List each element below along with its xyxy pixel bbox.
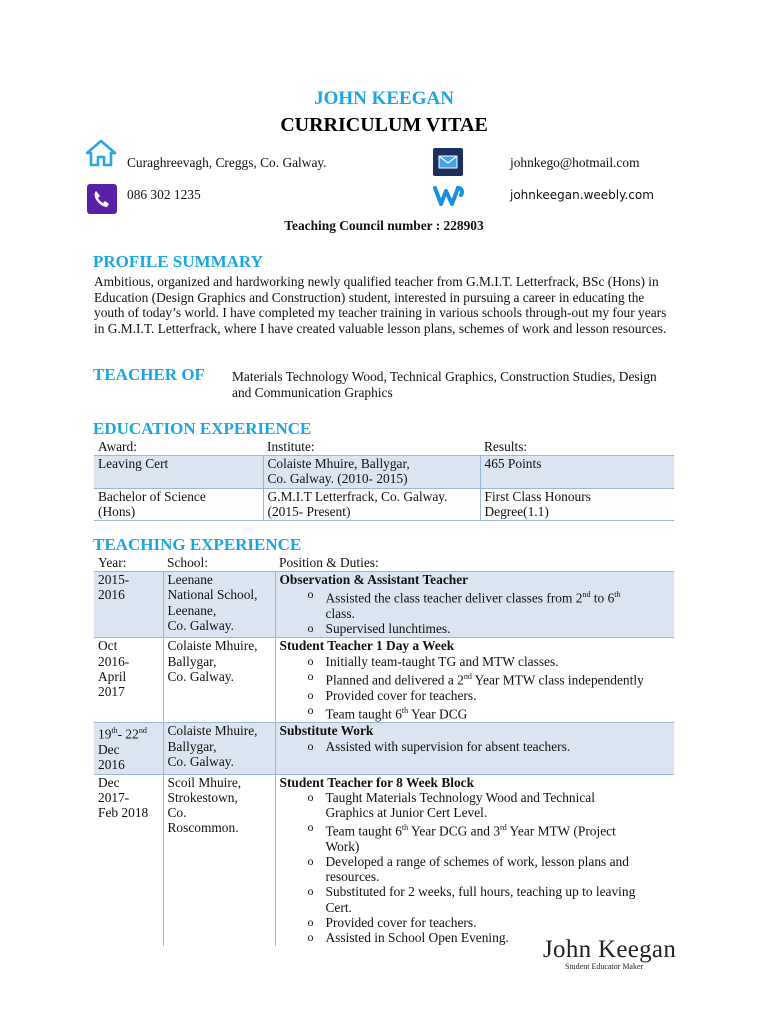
column-header-award: Award: <box>94 439 263 456</box>
year-cell: Dec 2017- Feb 2018 <box>98 774 149 820</box>
award-cell: Bachelor of Science (Hons) <box>94 488 263 520</box>
teaching-table <box>94 555 674 946</box>
school-cell: Colaiste Mhuire, Ballygar, Co. Galway. <box>163 638 275 723</box>
column-header-results: Results: <box>480 439 674 456</box>
teacher-of-heading: TEACHER OF <box>93 365 205 384</box>
position-cell <box>275 638 674 723</box>
column-header-school: School: <box>163 555 275 572</box>
year-cell: 2015- 2016 <box>94 572 163 638</box>
address-text: Curaghreevagh, Creggs, Co. Galway. <box>127 155 327 170</box>
profile-summary-text: Ambitious, organized and hardworking newly qualified teacher from G.M.I.T. Letterfrack, BSc (Hons) in Education (Design Graphics and Construction) student, interested in pursuing a career in educating the youth of today’s world. I have completed my teacher training in various schools through-out my four years in G.M.I.T. Letterfrack, where I have created valuable lesson plans, schemes of work and lesson resources. <box>94 274 667 337</box>
institute-cell: G.M.I.T Letterfrack, Co. Galway. (2015- Present) <box>263 488 480 520</box>
award-cell: Leaving Cert <box>94 456 263 488</box>
results-cell: 465 Points <box>480 456 674 488</box>
duties-list <box>280 654 673 722</box>
duty-item: o Team taught 6th Year DCG <box>280 703 673 722</box>
signature-tagline: Student Educator Maker <box>565 962 644 971</box>
duty-item: o Assisted in School Open Evening. <box>280 930 673 945</box>
home-icon <box>84 138 118 172</box>
school-cell: Leenane National School, Leenane, Co. Galway. <box>163 572 275 638</box>
duty-item: o Team taught 6th Year DCG and 3rd Year MTW (Project Work) <box>280 820 673 854</box>
column-header-position: Position & Duties: <box>275 555 674 572</box>
duty-item: o Initially team-taught TG and MTW classes. <box>280 654 673 669</box>
table-row <box>94 572 674 638</box>
duties-list <box>280 790 673 946</box>
school-cell: Scoil Mhuire, Strokestown, Co. Roscommon. <box>163 774 275 946</box>
duty-item: o Provided cover for teachers. <box>280 688 673 703</box>
column-header-year: Year: <box>94 555 163 572</box>
table-row <box>94 456 674 488</box>
duties-list <box>280 739 673 754</box>
duty-item: o Provided cover for teachers. <box>280 915 673 930</box>
phone-icon <box>87 184 117 218</box>
phone-number-text: 086 302 1235 <box>127 187 201 202</box>
duty-item: o Planned and delivered a 2nd Year MTW class independently <box>280 669 673 688</box>
position-title: Student Teacher 1 Day a Week <box>279 638 455 654</box>
results-cell: First Class Honours Degree(1.1) <box>480 488 674 520</box>
table-row <box>94 774 674 946</box>
education-table <box>94 439 674 521</box>
column-header-institute: Institute: <box>263 439 480 456</box>
duty-item: o Supervised lunchtimes. <box>280 621 673 636</box>
teaching-council-number: Teaching Council number : 228903 <box>284 218 484 233</box>
duty-item: o Developed a range of schemes of work, lesson plans and resources. <box>280 854 673 884</box>
position-cell <box>275 572 674 638</box>
website-link[interactable]: johnkeegan.weebly.com <box>510 188 654 202</box>
teaching-experience-heading: TEACHING EXPERIENCE <box>93 535 302 554</box>
signature-logo <box>543 936 676 971</box>
weebly-icon <box>432 183 466 213</box>
table-row <box>94 723 674 774</box>
position-title: Observation & Assistant Teacher <box>279 572 469 588</box>
position-cell <box>275 774 674 946</box>
institute-cell: Colaiste Mhuire, Ballygar, Co. Galway. (2010- 2015) <box>263 456 480 488</box>
position-title: Student Teacher for 8 Week Block <box>279 774 475 790</box>
duty-item: o Assisted with supervision for absent teachers. <box>280 739 673 754</box>
position-title: Substitute Work <box>279 723 374 739</box>
school-cell: Colaiste Mhuire, Ballygar, Co. Galway. <box>163 723 275 774</box>
duties-list <box>280 587 673 636</box>
signature-name: John Keegan <box>543 936 677 963</box>
table-row <box>94 638 674 723</box>
duty-item: o Assisted the class teacher deliver classes from 2nd to 6th class. <box>280 587 673 621</box>
table-header-row <box>94 555 674 572</box>
teacher-of-subjects: Materials Technology Wood, Technical Graphics, Construction Studies, Design and Communication Graphics <box>232 369 657 400</box>
duty-item: o Substituted for 2 weeks, full hours, teaching up to leaving Cert. <box>280 884 673 914</box>
profile-summary-heading: PROFILE SUMMARY <box>93 252 263 271</box>
email-link[interactable]: johnkego@hotmail.com <box>510 155 640 170</box>
mail-icon <box>433 148 463 180</box>
position-cell <box>275 723 674 774</box>
year-cell: Oct 2016- April 2017 <box>94 638 163 723</box>
year-cell: 19th- 22nd Dec 2016 <box>94 723 163 774</box>
cv-name-heading: JOHN KEEGAN <box>314 88 454 109</box>
education-experience-heading: EDUCATION EXPERIENCE <box>93 419 312 438</box>
duty-item: o Taught Materials Technology Wood and Technical Graphics at Junior Cert Level. <box>280 790 673 820</box>
cv-title-heading: CURRICULUM VITAE <box>280 114 488 136</box>
table-header-row <box>94 439 674 456</box>
table-row <box>94 488 674 520</box>
